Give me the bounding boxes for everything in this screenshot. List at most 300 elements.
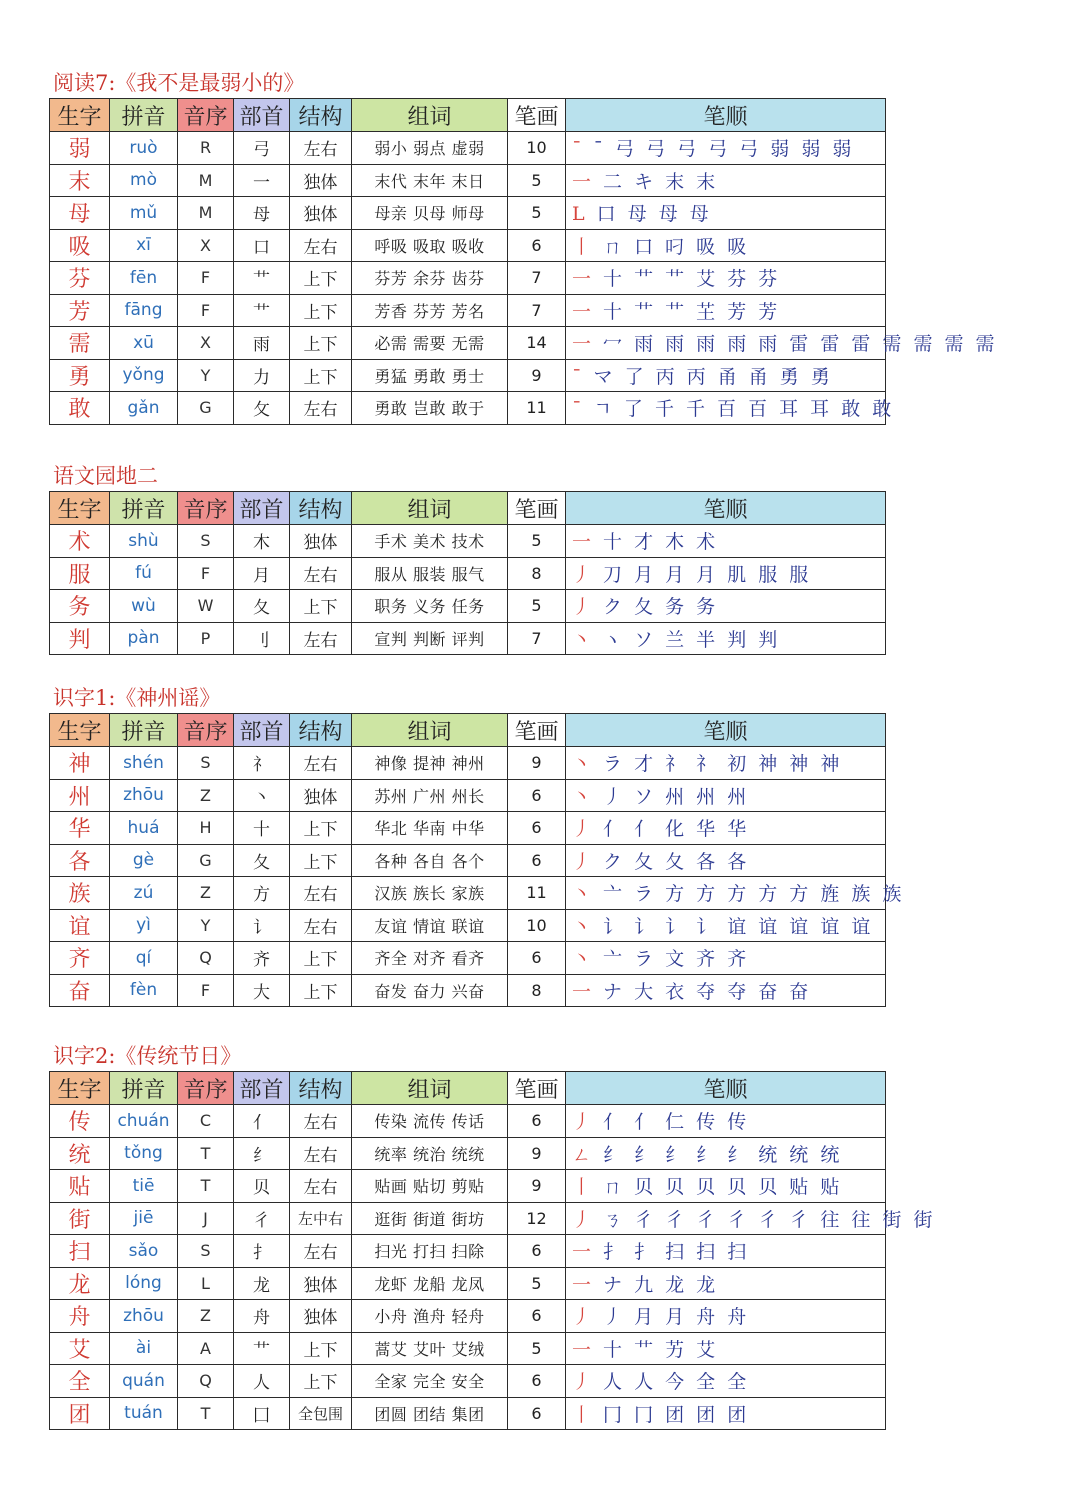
pinyin-cell: gè <box>110 844 178 877</box>
structure-cell: 左右 <box>290 132 352 165</box>
structure-cell: 上下 <box>290 359 352 392</box>
pinyin-cell: zhōu <box>110 1300 178 1333</box>
stroke-sequence: ㄋ 彳 彳 彳 彳 彳 彳 往 往 街 街 <box>594 1208 936 1231</box>
initial-cell: Q <box>178 1365 234 1398</box>
character-table <box>49 1071 936 1430</box>
table-row <box>50 844 886 877</box>
first-stroke: 丶 <box>572 785 595 808</box>
words-cell: 芳香 芬芳 芳名 <box>352 294 508 327</box>
stroke-order-cell <box>566 1202 936 1235</box>
initial-cell: G <box>178 392 234 425</box>
header-zi: 生字 <box>50 714 110 747</box>
words-cell: 手术 美术 技术 <box>352 525 508 558</box>
table-row <box>50 327 886 360</box>
radical-cell: 口 <box>234 229 290 262</box>
pinyin-cell: sǎo <box>110 1235 178 1268</box>
first-stroke: ˉ <box>572 398 585 421</box>
pinyin-cell: fāng <box>110 294 178 327</box>
radical-cell: 十 <box>234 812 290 845</box>
radical-cell: 人 <box>234 1365 290 1398</box>
header-yinxu: 音序 <box>178 99 234 132</box>
structure-cell: 上下 <box>290 974 352 1007</box>
header-bushou: 部首 <box>234 1072 290 1105</box>
pinyin-cell: zú <box>110 877 178 910</box>
radical-cell: 一 <box>234 164 290 197</box>
radical-cell: 彳 <box>234 1202 290 1235</box>
character-cell: 术 <box>50 525 110 558</box>
stroke-order-cell <box>566 262 886 295</box>
character-table <box>49 491 886 655</box>
radical-cell: 力 <box>234 359 290 392</box>
pinyin-cell: fèn <box>110 974 178 1007</box>
radical-cell: 月 <box>234 557 290 590</box>
stroke-sequence: ナ 大 衣 夺 夺 奋 奋 <box>594 980 812 1003</box>
words-cell: 统率 统治 统统 <box>352 1137 508 1170</box>
structure-cell: 上下 <box>290 844 352 877</box>
header-zi: 生字 <box>50 1072 110 1105</box>
radical-cell: 艹 <box>234 1332 290 1365</box>
words-cell: 服从 服装 服气 <box>352 557 508 590</box>
pinyin-cell: mò <box>110 164 178 197</box>
header-row <box>50 99 886 132</box>
stroke-sequence: 纟 纟 纟 纟 纟 统 统 统 <box>594 1143 843 1166</box>
pinyin-cell: lóng <box>110 1267 178 1300</box>
stroke-order-cell <box>566 359 886 392</box>
structure-cell: 左右 <box>290 1170 352 1203</box>
stroke-order-cell <box>566 1365 886 1398</box>
structure-cell: 全包围 <box>290 1397 352 1430</box>
section-title: 识字2:《传统节日》 <box>53 1044 242 1068</box>
character-cell: 吸 <box>50 229 110 262</box>
table-row <box>50 294 886 327</box>
pinyin-cell: zhōu <box>110 779 178 812</box>
stroke-sequence: 亻 亻 化 华 华 <box>594 818 750 841</box>
stroke-order-cell <box>566 812 886 845</box>
stroke-count-cell: 10 <box>508 132 566 165</box>
words-cell: 奋发 奋力 兴奋 <box>352 974 508 1007</box>
character-cell: 街 <box>50 1202 110 1235</box>
first-stroke: 丿 <box>572 1371 595 1394</box>
stroke-count-cell: 6 <box>508 1397 566 1430</box>
character-cell: 判 <box>50 622 110 655</box>
first-stroke: 一 <box>572 268 595 291</box>
first-stroke: L <box>572 203 588 226</box>
header-pinyin: 拼音 <box>110 1072 178 1105</box>
header-row <box>50 492 886 525</box>
words-cell: 必需 需要 无需 <box>352 327 508 360</box>
pinyin-cell: shù <box>110 525 178 558</box>
stroke-order-cell <box>566 1332 886 1365</box>
first-stroke: 丶 <box>572 948 595 971</box>
initial-cell: M <box>178 164 234 197</box>
first-stroke: 一 <box>572 1338 595 1361</box>
stroke-order-cell <box>566 1170 886 1203</box>
pinyin-cell: huá <box>110 812 178 845</box>
table-row <box>50 1202 886 1235</box>
header-bushou: 部首 <box>234 714 290 747</box>
initial-cell: S <box>178 525 234 558</box>
stroke-sequence: 冖 雨 雨 雨 雨 雨 雷 雷 雷 需 需 需 需 <box>594 333 998 356</box>
pinyin-cell: ài <box>110 1332 178 1365</box>
stroke-order-cell <box>566 1267 886 1300</box>
first-stroke: ˉ <box>572 365 585 388</box>
structure-cell: 左右 <box>290 557 352 590</box>
radical-cell: 木 <box>234 525 290 558</box>
stroke-count-cell: 6 <box>508 844 566 877</box>
structure-cell: 上下 <box>290 1365 352 1398</box>
initial-cell: Z <box>178 1300 234 1333</box>
words-cell: 勇猛 勇敢 勇士 <box>352 359 508 392</box>
words-cell: 友谊 情谊 联谊 <box>352 909 508 942</box>
table-row <box>50 1235 886 1268</box>
structure-cell: 独体 <box>290 525 352 558</box>
table-row <box>50 877 886 910</box>
section-title: 识字1:《神州谣》 <box>53 686 221 710</box>
header-bihua: 笔画 <box>508 714 566 747</box>
table-row <box>50 779 886 812</box>
words-cell: 弱小 弱点 虚弱 <box>352 132 508 165</box>
stroke-order-cell <box>566 557 886 590</box>
initial-cell: X <box>178 327 234 360</box>
table-row <box>50 1267 886 1300</box>
initial-cell: L <box>178 1267 234 1300</box>
initial-cell: F <box>178 974 234 1007</box>
character-cell: 芳 <box>50 294 110 327</box>
stroke-sequence: ナ 九 龙 龙 <box>594 1273 719 1296</box>
character-cell: 州 <box>50 779 110 812</box>
section-title: 语文园地二 <box>53 464 158 488</box>
structure-cell: 左右 <box>290 877 352 910</box>
stroke-count-cell: 9 <box>508 1137 566 1170</box>
stroke-count-cell: 7 <box>508 622 566 655</box>
header-pinyin: 拼音 <box>110 714 178 747</box>
structure-cell: 上下 <box>290 942 352 975</box>
first-stroke: 丿 <box>572 1208 595 1231</box>
stroke-count-cell: 6 <box>508 1235 566 1268</box>
words-cell: 芬芳 余芬 齿芬 <box>352 262 508 295</box>
words-cell: 扫光 打扫 扫除 <box>352 1235 508 1268</box>
table-row <box>50 1365 886 1398</box>
stroke-sequence: ラ 才 礻 礻 初 神 神 神 <box>594 753 843 776</box>
stroke-order-cell <box>566 525 886 558</box>
stroke-order-cell <box>566 1397 886 1430</box>
stroke-sequence: 亻 亻 仁 传 传 <box>594 1111 750 1134</box>
structure-cell: 左右 <box>290 392 352 425</box>
character-cell: 需 <box>50 327 110 360</box>
pinyin-cell: mǔ <box>110 197 178 230</box>
table-row <box>50 197 886 230</box>
radical-cell: 齐 <box>234 942 290 975</box>
character-cell: 芬 <box>50 262 110 295</box>
character-cell: 末 <box>50 164 110 197</box>
header-bishun: 笔顺 <box>566 492 886 525</box>
header-jiegou: 结构 <box>290 1072 352 1105</box>
pinyin-cell: ruò <box>110 132 178 165</box>
radical-cell: 艹 <box>234 262 290 295</box>
stroke-sequence: 扌 扌 扫 扫 扫 <box>594 1241 750 1264</box>
initial-cell: J <box>178 1202 234 1235</box>
stroke-sequence: ㄇ 贝 贝 贝 贝 贝 贴 贴 <box>594 1176 843 1199</box>
table-row <box>50 262 886 295</box>
table-row <box>50 909 886 942</box>
initial-cell: Z <box>178 877 234 910</box>
radical-cell: 刂 <box>234 622 290 655</box>
initial-cell: S <box>178 1235 234 1268</box>
character-cell: 奋 <box>50 974 110 1007</box>
header-zuci: 组词 <box>352 714 508 747</box>
radical-cell: 讠 <box>234 909 290 942</box>
first-stroke: 丨 <box>572 235 595 258</box>
first-stroke: 丨 <box>572 1403 595 1426</box>
initial-cell: Y <box>178 359 234 392</box>
pinyin-cell: jiē <box>110 1202 178 1235</box>
words-cell: 小舟 渔舟 轻舟 <box>352 1300 508 1333</box>
header-row <box>50 714 886 747</box>
words-cell: 龙虾 龙船 龙凤 <box>352 1267 508 1300</box>
radical-cell: 夂 <box>234 590 290 623</box>
character-cell: 全 <box>50 1365 110 1398</box>
radical-cell: 龙 <box>234 1267 290 1300</box>
stroke-count-cell: 5 <box>508 164 566 197</box>
table-row <box>50 1332 886 1365</box>
words-cell: 传染 流传 传话 <box>352 1105 508 1138</box>
first-stroke: 一 <box>572 1241 595 1264</box>
radical-cell: 大 <box>234 974 290 1007</box>
stroke-count-cell: 6 <box>508 229 566 262</box>
initial-cell: A <box>178 1332 234 1365</box>
table-row <box>50 622 886 655</box>
table-row <box>50 392 886 425</box>
stroke-order-cell <box>566 197 886 230</box>
table-row <box>50 557 886 590</box>
stroke-count-cell: 5 <box>508 197 566 230</box>
pinyin-cell: yì <box>110 909 178 942</box>
pinyin-cell: quán <box>110 1365 178 1398</box>
section-title: 阅读7:《我不是最弱小的》 <box>53 71 305 95</box>
table-row <box>50 812 886 845</box>
character-cell: 敢 <box>50 392 110 425</box>
pinyin-cell: tǒng <box>110 1137 178 1170</box>
stroke-count-cell: 11 <box>508 392 566 425</box>
character-cell: 贴 <box>50 1170 110 1203</box>
pinyin-cell: pàn <box>110 622 178 655</box>
stroke-sequence: ク 夂 务 务 <box>594 596 719 619</box>
structure-cell: 独体 <box>290 779 352 812</box>
first-stroke: 丿 <box>572 818 595 841</box>
structure-cell: 左中右 <box>290 1202 352 1235</box>
character-cell: 务 <box>50 590 110 623</box>
words-cell: 华北 华南 中华 <box>352 812 508 845</box>
header-pinyin: 拼音 <box>110 99 178 132</box>
table-row <box>50 974 886 1007</box>
words-cell: 职务 义务 任务 <box>352 590 508 623</box>
header-row <box>50 1072 886 1105</box>
stroke-order-cell <box>566 1137 886 1170</box>
first-stroke: 一 <box>572 1273 595 1296</box>
header-zi: 生字 <box>50 492 110 525</box>
radical-cell: 夂 <box>234 844 290 877</box>
stroke-count-cell: 6 <box>508 779 566 812</box>
radical-cell: 亻 <box>234 1105 290 1138</box>
header-jiegou: 结构 <box>290 714 352 747</box>
words-cell: 末代 末年 末日 <box>352 164 508 197</box>
first-stroke: 丿 <box>572 1111 595 1134</box>
table-row <box>50 590 886 623</box>
first-stroke: 一 <box>572 980 595 1003</box>
table-row <box>50 1105 886 1138</box>
stroke-count-cell: 11 <box>508 877 566 910</box>
character-cell: 神 <box>50 747 110 780</box>
table-row <box>50 1137 886 1170</box>
structure-cell: 左右 <box>290 622 352 655</box>
initial-cell: T <box>178 1170 234 1203</box>
character-cell: 族 <box>50 877 110 910</box>
character-cell: 传 <box>50 1105 110 1138</box>
stroke-count-cell: 6 <box>508 1300 566 1333</box>
initial-cell: Z <box>178 779 234 812</box>
header-yinxu: 音序 <box>178 714 234 747</box>
stroke-order-cell <box>566 779 886 812</box>
header-pinyin: 拼音 <box>110 492 178 525</box>
pinyin-cell: wù <box>110 590 178 623</box>
section-2 <box>49 461 885 655</box>
header-zuci: 组词 <box>352 1072 508 1105</box>
stroke-sequence: ヽ ソ 兰 半 判 判 <box>594 628 781 651</box>
character-cell: 弱 <box>50 132 110 165</box>
stroke-order-cell <box>566 747 886 780</box>
radical-cell: 方 <box>234 877 290 910</box>
stroke-count-cell: 9 <box>508 1170 566 1203</box>
stroke-count-cell: 7 <box>508 262 566 295</box>
initial-cell: T <box>178 1397 234 1430</box>
stroke-sequence: 十 艹 艹 艾 芬 芬 <box>594 268 781 291</box>
stroke-sequence: 口 母 母 母 <box>587 203 712 226</box>
structure-cell: 左右 <box>290 1235 352 1268</box>
table-row <box>50 132 886 165</box>
character-cell: 各 <box>50 844 110 877</box>
pinyin-cell: tuán <box>110 1397 178 1430</box>
radical-cell: 礻 <box>234 747 290 780</box>
stroke-order-cell <box>566 877 905 910</box>
stroke-sequence: マ 了 丙 丙 甬 甬 勇 勇 <box>584 365 833 388</box>
stroke-order-cell <box>566 844 886 877</box>
stroke-count-cell: 10 <box>508 909 566 942</box>
structure-cell: 上下 <box>290 294 352 327</box>
stroke-sequence: 讠 讠 讠 讠 谊 谊 谊 谊 谊 <box>594 915 874 938</box>
stroke-sequence: ㄇ 口 叼 吸 吸 <box>594 235 750 258</box>
radical-cell: 纟 <box>234 1137 290 1170</box>
radical-cell: 雨 <box>234 327 290 360</box>
stroke-sequence: 人 人 今 全 全 <box>594 1371 750 1394</box>
header-zuci: 组词 <box>352 99 508 132</box>
character-cell: 勇 <box>50 359 110 392</box>
words-cell: 蒿艾 艾叶 艾绒 <box>352 1332 508 1365</box>
stroke-order-cell <box>566 909 886 942</box>
words-cell: 团圆 团结 集团 <box>352 1397 508 1430</box>
table-row <box>50 942 886 975</box>
stroke-count-cell: 7 <box>508 294 566 327</box>
structure-cell: 左右 <box>290 229 352 262</box>
pinyin-cell: qí <box>110 942 178 975</box>
radical-cell: 囗 <box>234 1397 290 1430</box>
initial-cell: R <box>178 132 234 165</box>
words-cell: 齐全 对齐 看齐 <box>352 942 508 975</box>
stroke-sequence: 十 才 木 术 <box>594 531 719 554</box>
stroke-order-cell <box>566 229 886 262</box>
stroke-order-cell <box>566 622 886 655</box>
stroke-sequence: 二 キ 末 末 <box>594 170 719 193</box>
radical-cell: 攵 <box>234 392 290 425</box>
character-cell: 服 <box>50 557 110 590</box>
words-cell: 贴画 贴切 剪贴 <box>352 1170 508 1203</box>
stroke-sequence: ˉ 弓 弓 弓 弓 弓 弱 弱 弱 <box>584 138 855 161</box>
header-bushou: 部首 <box>234 99 290 132</box>
stroke-count-cell: 6 <box>508 942 566 975</box>
words-cell: 宣判 判断 评判 <box>352 622 508 655</box>
table-row <box>50 1300 886 1333</box>
pinyin-cell: xū <box>110 327 178 360</box>
stroke-count-cell: 8 <box>508 974 566 1007</box>
initial-cell: F <box>178 557 234 590</box>
stroke-sequence: 丿 ソ 州 州 州 <box>594 785 750 808</box>
stroke-sequence: ㄱ 了 千 千 百 百 耳 耳 敢 敢 <box>584 398 895 421</box>
header-zi: 生字 <box>50 99 110 132</box>
character-table <box>49 713 905 1007</box>
stroke-order-cell <box>566 1105 886 1138</box>
table-row <box>50 164 886 197</box>
first-stroke: 丶 <box>572 753 595 776</box>
words-cell: 勇敢 岂敢 敢于 <box>352 392 508 425</box>
pinyin-cell: tiē <box>110 1170 178 1203</box>
header-zuci: 组词 <box>352 492 508 525</box>
character-cell: 统 <box>50 1137 110 1170</box>
stroke-order-cell <box>566 942 886 975</box>
first-stroke: 一 <box>572 170 595 193</box>
structure-cell: 上下 <box>290 1332 352 1365</box>
first-stroke: 丿 <box>572 563 595 586</box>
table-row <box>50 229 886 262</box>
radical-cell: 舟 <box>234 1300 290 1333</box>
stroke-count-cell: 5 <box>508 1332 566 1365</box>
stroke-count-cell: 9 <box>508 747 566 780</box>
words-cell: 苏州 广州 州长 <box>352 779 508 812</box>
header-bushou: 部首 <box>234 492 290 525</box>
structure-cell: 上下 <box>290 262 352 295</box>
stroke-count-cell: 5 <box>508 590 566 623</box>
stroke-sequence: ク 夂 夂 各 各 <box>594 850 750 873</box>
stroke-count-cell: 6 <box>508 1105 566 1138</box>
header-bishun: 笔顺 <box>566 714 886 747</box>
section-4 <box>49 1041 936 1430</box>
stroke-order-cell <box>566 132 886 165</box>
structure-cell: 上下 <box>290 812 352 845</box>
stroke-sequence: 亠 ラ 文 齐 齐 <box>594 948 750 971</box>
radical-cell: 艹 <box>234 294 290 327</box>
stroke-sequence: 十 艹 艹 芏 芳 芳 <box>594 300 781 323</box>
character-cell: 舟 <box>50 1300 110 1333</box>
header-bihua: 笔画 <box>508 99 566 132</box>
structure-cell: 上下 <box>290 590 352 623</box>
initial-cell: Q <box>178 942 234 975</box>
stroke-order-cell <box>566 164 886 197</box>
first-stroke: 一 <box>572 531 595 554</box>
stroke-count-cell: 6 <box>508 1365 566 1398</box>
structure-cell: 左右 <box>290 747 352 780</box>
first-stroke: 一 <box>572 300 595 323</box>
initial-cell: C <box>178 1105 234 1138</box>
section-1 <box>49 68 998 425</box>
initial-cell: G <box>178 844 234 877</box>
